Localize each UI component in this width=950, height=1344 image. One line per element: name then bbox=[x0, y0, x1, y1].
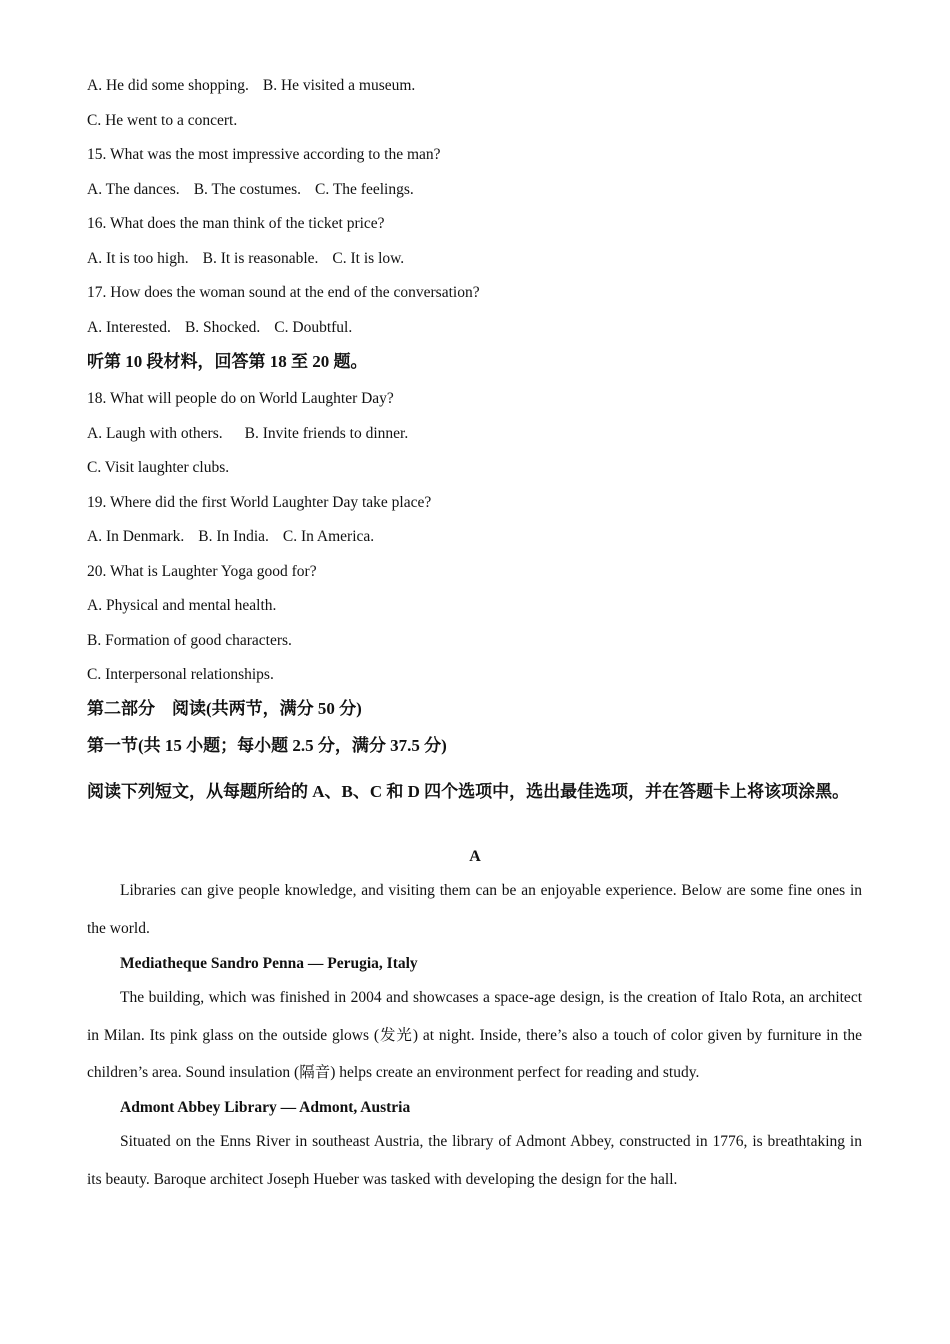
q17-options bbox=[87, 318, 352, 338]
q16-option-a: A. It is too high. bbox=[87, 250, 189, 267]
q14-option-b: B. He visited a museum. bbox=[262, 77, 416, 94]
passage-label: A bbox=[469, 848, 481, 865]
q15-option-b: B. The costumes. bbox=[193, 181, 302, 198]
q14-options-row-2 bbox=[87, 111, 237, 131]
q14-option-c: C. He went to a concert. bbox=[87, 112, 238, 129]
q16-question: 16. What does the man think of the ticket price? bbox=[87, 215, 385, 232]
part2-section1-heading: 第一节(共 15 小题；每小题 2.5 分，满分 37.5 分) bbox=[87, 736, 447, 755]
part2-heading: 第二部分 阅读(共两节，满分 50 分) bbox=[87, 699, 362, 718]
library-1-text: The building, which was finished in 2004 and showcases a space-age design, is the creation of Italo Rota, an architect in Milan. Its pink glass on the outside glows (发光) at night. Inside, there’s also a touch of color given by furniture in the children’s area. Sound insulation (隔音) helps create an environment perfect for reading and study. bbox=[87, 989, 862, 1081]
q15-question: 15. What was the most impressive according to the man? bbox=[87, 146, 441, 163]
q14-options-row-1 bbox=[87, 76, 415, 96]
section-10-heading: 听第 10 段材料，回答第 18 至 20 题。 bbox=[87, 352, 368, 371]
q18-option-c: C. Visit laughter clubs. bbox=[87, 459, 230, 476]
q19-option-a: A. In Denmark. bbox=[87, 528, 185, 545]
q19-question: 19. Where did the first World Laughter Day take place? bbox=[87, 494, 432, 511]
q20-option-c: C. Interpersonal relationships. bbox=[87, 666, 274, 683]
q17-question: 17. How does the woman sound at the end of the conversation? bbox=[87, 284, 480, 301]
q15-options bbox=[87, 180, 414, 200]
q20-question: 20. What is Laughter Yoga good for? bbox=[87, 563, 317, 580]
q18-option-a: A. Laugh with others. bbox=[87, 425, 223, 442]
library-1-title: Mediatheque Sandro Penna — Perugia, Italy bbox=[120, 955, 418, 972]
q14-option-a: A. He did some shopping. bbox=[87, 77, 249, 94]
q20-option-b: B. Formation of good characters. bbox=[87, 632, 292, 649]
q16-option-b: B. It is reasonable. bbox=[202, 250, 319, 267]
q17-option-b: B. Shocked. bbox=[184, 319, 261, 336]
part2-instructions: 阅读下列短文，从每题所给的 A、B、C 和 D 四个选项中，选出最佳选项，并在答题卡上将该项涂黑。 bbox=[87, 782, 850, 801]
q18-options-row-2 bbox=[87, 458, 229, 478]
q17-option-c: C. Doubtful. bbox=[274, 319, 353, 336]
q17-option-a: A. Interested. bbox=[87, 319, 171, 336]
passage-intro: Libraries can give people knowledge, and visiting them can be an enjoyable experience. Below are some fine ones in the world. bbox=[87, 882, 862, 937]
q16-option-c: C. It is low. bbox=[332, 250, 405, 267]
q18-option-b: B. Invite friends to dinner. bbox=[244, 425, 409, 442]
q18-question: 18. What will people do on World Laughter Day? bbox=[87, 390, 394, 407]
q15-option-a: A. The dances. bbox=[87, 181, 180, 198]
q15-option-c: C. The feelings. bbox=[315, 181, 414, 198]
q20-option-a: A. Physical and mental health. bbox=[87, 597, 277, 614]
q16-options bbox=[87, 249, 404, 269]
q19-option-c: C. In America. bbox=[282, 528, 375, 545]
q19-option-b: B. In India. bbox=[198, 528, 269, 545]
q19-options bbox=[87, 527, 374, 547]
library-2-title: Admont Abbey Library — Admont, Austria bbox=[120, 1099, 411, 1116]
library-2-text: Situated on the Enns River in southeast Austria, the library of Admont Abbey, constructed in 1776, is breathtaking in its beauty. Baroque architect Joseph Hueber was tasked with developing the design for the hall. bbox=[87, 1133, 862, 1188]
q18-options-row-1 bbox=[87, 424, 408, 444]
